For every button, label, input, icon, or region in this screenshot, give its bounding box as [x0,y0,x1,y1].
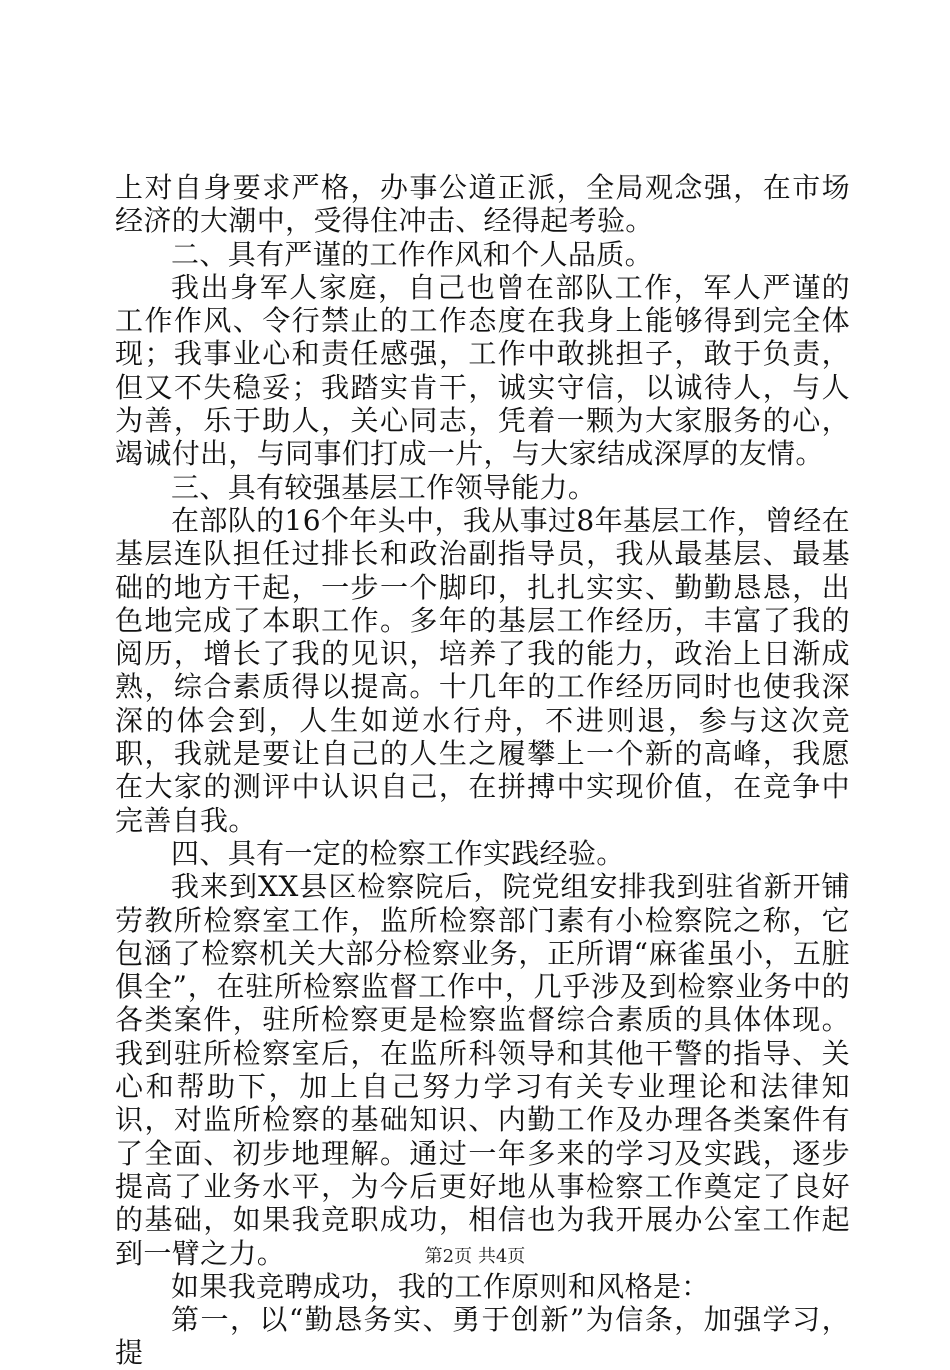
document-body [115,171,850,1370]
paragraph-principle-first: 第一，以“勤恳务实、勇于创新”为信条，加强学习，提 [115,1303,850,1370]
paragraph-continuation: 上对自身要求严格，办事公道正派，全局观念强，在市场经济的大潮中，受得住冲击、经得起考验。 [115,171,850,238]
paragraph-procuratorate-experience: 我来到XX县区检察院后，院党组安排我到驻省新开铺劳教所检察室工作，监所检察部门素有小检察院之称，它包涵了检察机关大部分检察业务，正所谓“麻雀虽小，五脏俱全”，在驻所检察监督工作中，几乎涉及到检察业务中的各类案件，驻所检察更是检察监督综合素质的具体体现。我到驻所检察室后，在监所科领导和其他干警的指导、关心和帮助下，加上自己努力学习有关专业理论和法律知识，对监所检察的基础知识、内勤工作及办理各类案件有了全面、初步地理解。通过一年多来的学习及实践，逐步提高了业务水平，为今后更好地从事检察工作奠定了良好的基础，如果我竞职成功，相信也为我开展办公室工作起到一臂之力。 [115,870,850,1270]
paragraph-military-background: 我出身军人家庭，自己也曾在部队工作，军人严谨的工作作风、令行禁止的工作态度在我身上能够得到完全体现；我事业心和责任感强，工作中敢挑担子，敢于负责，但又不失稳妥；我踏实肯干，诚实守信，以诚待人，与人为善，乐于助人，关心同志，凭着一颗为大家服务的心，竭诚付出，与同事们打成一片，与大家结成深厚的友情。 [115,270,850,471]
page-number-footer: 第2页 共4页 [424,1246,526,1267]
section-heading-3: 三、具有较强基层工作领导能力。 [171,470,597,504]
section-heading-2: 二、具有严谨的工作作风和个人品质。 [171,237,653,271]
paragraph-grassroots-experience: 在部队的16个年头中，我从事过8年基层工作，曾经在基层连队担任过排长和政治副指导员，我从最基层、最基础的地方干起，一步一个脚印，扎扎实实、勤勤恳恳，出色地完成了本职工作。多年的基层工作经历，丰富了我的阅历，增长了我的见识，培养了我的能力，政治上日渐成熟，综合素质得以提高。十几年的工作经历同时也使我深深的体会到，人生如逆水行舟，不进则退，参与这次竞职，我就是要让自己的人生之履攀上一个新的高峰，我愿在大家的测评中认识自己，在拼搏中实现价值，在竞争中完善自我。 [115,503,850,837]
paragraph-work-principles-intro: 如果我竞聘成功，我的工作原则和风格是： [171,1269,710,1303]
section-heading-4: 四、具有一定的检察工作实践经验。 [171,836,625,870]
